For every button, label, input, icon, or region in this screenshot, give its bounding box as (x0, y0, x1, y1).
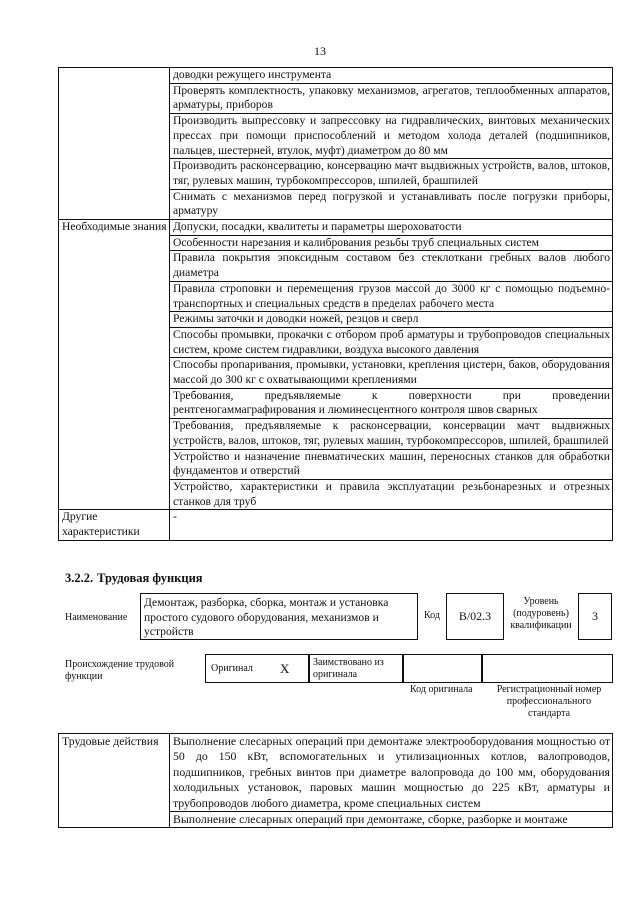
code-label: Код (424, 610, 440, 621)
knowledge-item: Способы промывки, прокачки с отбором проб арматуры и трубопроводов специальных систем, кроме систем гидравлики, воздуха высокого давления (170, 327, 613, 357)
table-row (59, 68, 613, 84)
work-actions-table (58, 733, 613, 828)
origin-label: Происхождение трудовой функции (65, 659, 175, 682)
knowledge-item: Правила строповки и перемещения грузов массой до 3000 кг с помощью подъемно-транспортных и специальных средств в пределах рабочего места (170, 281, 613, 311)
original-label: Оригинал (211, 663, 253, 674)
borrowed-label: Заимствовано из оригинала (313, 657, 384, 680)
origin-code-cell (403, 654, 482, 683)
knowledge-item: Режимы заточки и доводки ножей, резцов и сверл (170, 312, 613, 328)
name-label: Наименование (65, 612, 128, 623)
table-row (59, 220, 613, 236)
knowledge-item: Правила покрытия эпоксидным составом без стеклоткани гребных валов любого диаметра (170, 251, 613, 281)
work-actions-label: Трудовые действия (59, 734, 170, 828)
section-number: 3.2.2. (65, 571, 94, 585)
knowledge-item: Способы пропаривания, промывки, установки, крепления цистерн, баков, оборудования массой до 300 кг с охватывающими креплениями (170, 358, 613, 388)
original-mark: X (280, 661, 290, 676)
section-heading (65, 571, 203, 586)
knowledge-item: Допуски, посадки, квалитеты и параметры шероховатости (170, 220, 613, 236)
requirements-table (58, 67, 613, 541)
knowledge-item: Устройство, характеристики и правила эксплуатации резьбонарезных и отрезных станков для труб (170, 479, 613, 509)
level-label: Уровень (подуровень) квалификации (510, 596, 572, 631)
reg-number-caption: Регистрационный номер профессионального стандарта (496, 684, 602, 719)
work-action-item: Выполнение слесарных операций при демонтаже, сборке, разборке и монтаже (170, 812, 613, 828)
work-action-item: доводки режущего инструмента (170, 68, 613, 84)
origin-code-caption: Код оригинала (410, 684, 473, 695)
table-row (59, 734, 613, 812)
knowledge-item: Устройство и назначение пневматических машин, переносных станков для обработки фундаментов и отверстий (170, 449, 613, 479)
origin-original-cell (205, 654, 309, 683)
knowledge-label: Необходимые знания (59, 220, 170, 510)
work-action-item: Производить расконсервацию, консервацию мачт выдвижных устройств, валов, штоков, тяг, рулевых машин, турбокомпрессоров, шпилей, брашпилей (170, 159, 613, 189)
knowledge-item: Особенности нарезания и калибрования резьбы труб специальных систем (170, 235, 613, 251)
knowledge-item: Требования, предъявляемые к расконсервации, консервации мачт выдвижных устройств, валов, штоков, тяг, рулевых машин, турбокомпрессоров, шпилей, брашпилей (170, 419, 613, 449)
page-number: 13 (314, 44, 326, 58)
work-actions-label-cell (59, 68, 170, 220)
other-characteristics-label: Другие характеристики (59, 510, 170, 540)
knowledge-item: Требования, предъявляемые к поверхности при проведении рентгеногаммаграфирования и люминесцентного контроля швов сварных (170, 388, 613, 418)
level-value: 3 (578, 593, 612, 640)
origin-borrowed-cell (309, 654, 403, 683)
work-action-item: Проверять комплектность, упаковку механизмов, агрегатов, теплообменных аппаратов, арматуры, приборов (170, 83, 613, 113)
work-action-item: Производить выпрессовку и запрессовку на гидравлических, винтовых механических прессах при помощи приспособлений и методом холода деталей (подшипников, пальцев, шестерней, втулок, муфт) диаметром до 80 мм (170, 114, 613, 159)
work-action-item: Выполнение слесарных операций при демонтаже электрооборудования мощностью от 50 до 150 кВт, вспомогательных и утилизационных котлов, валопроводов, подшипников, гребных винтов при диаметре валопровода до 100 мм, оборудования холодильных установок, паровых машин мощностью до 225 кВт, арматуры и трубопроводов любого диаметра, кроме специальных систем (170, 734, 613, 812)
table-row (59, 510, 613, 540)
function-name-value: Демонтаж, разборка, сборка, монтаж и установка простого судового оборудования, механизмов и устройств (140, 593, 418, 640)
section-title: Трудовая функция (97, 571, 203, 585)
work-action-item: Снимать с механизмов перед погрузкой и устанавливать после погрузки приборы, арматуру (170, 189, 613, 219)
origin-reg-number-cell (482, 654, 613, 683)
other-characteristics-value: - (170, 510, 613, 540)
function-code-value: B/02.3 (446, 593, 504, 640)
